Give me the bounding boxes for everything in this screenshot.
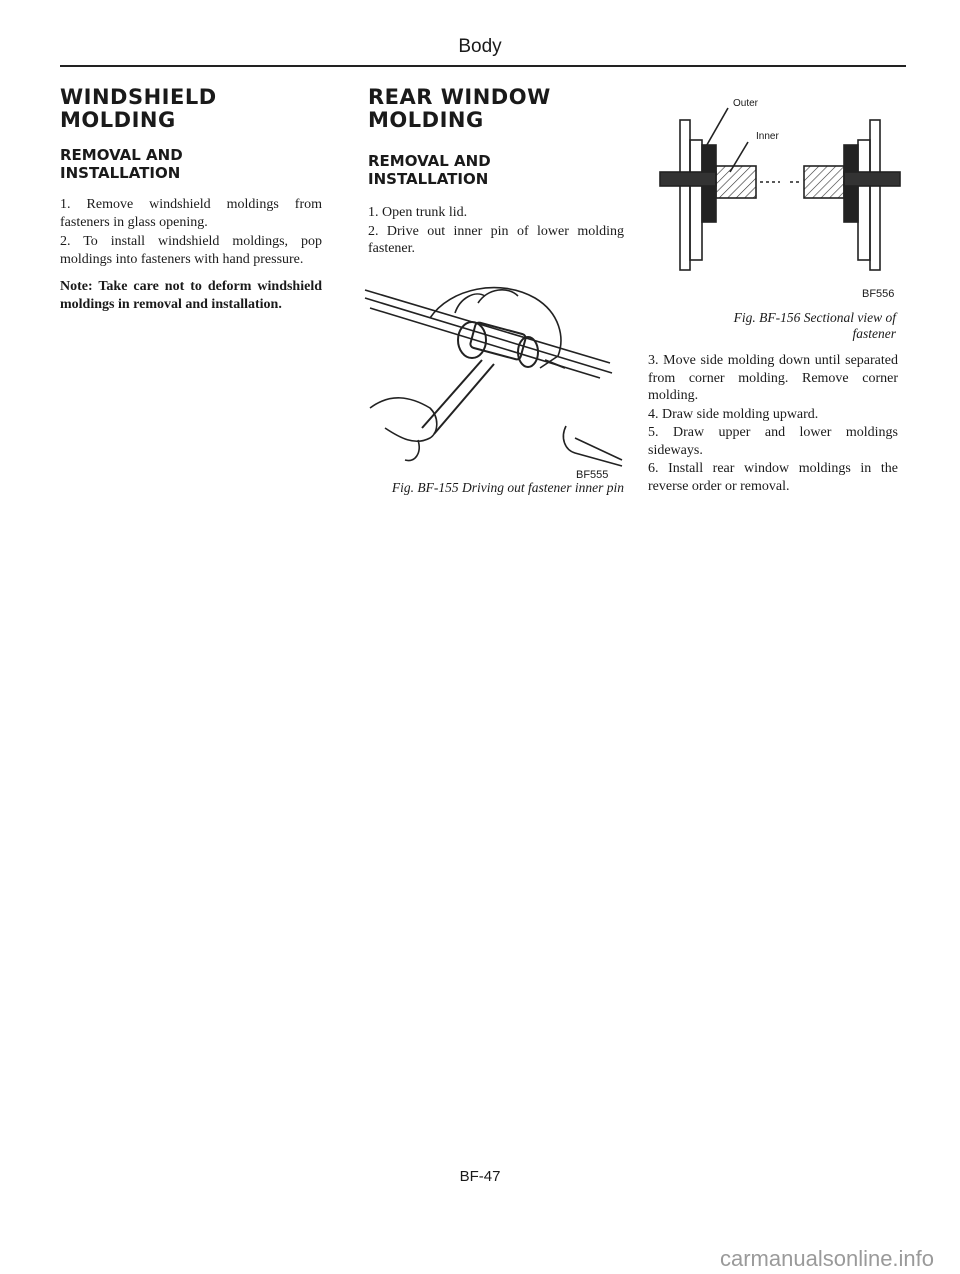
step-1: 1. Remove windshield moldings from fasteners in glass opening. — [60, 197, 322, 230]
note: Note: Take care not to deform windshield moldings in removal and installation. — [60, 279, 322, 312]
fastener-section-diagram — [640, 90, 910, 280]
step-2: 2. To install windshield moldings, pop moldings into fasteners with hand pressure. — [60, 234, 322, 267]
figure-caption-bf156: Fig. BF-156 Sectional view of fastener — [733, 310, 896, 341]
section-title-windshield: WINDSHIELD MOLDING — [60, 85, 217, 132]
step-4: 4. Draw side molding upward. — [648, 406, 819, 422]
left-column — [60, 86, 322, 313]
middle-column — [368, 86, 624, 258]
subsection-title: REMOVAL AND INSTALLATION — [60, 146, 183, 182]
right-column — [648, 352, 898, 495]
step-1: 1. Open trunk lid. — [368, 205, 468, 220]
header-rule — [60, 65, 906, 67]
step-3: 3. Move side molding down until separated from corner molding. Remove corner molding. — [648, 353, 898, 403]
subsection-title: REMOVAL AND INSTALLATION — [368, 152, 491, 188]
page-number: BF-47 — [459, 1168, 501, 1185]
figure-code-bf555: BF555 — [576, 469, 609, 481]
label-outer: Outer — [733, 98, 759, 109]
step-5: 5. Draw upper and lower moldings sideways. — [648, 425, 898, 458]
running-header: Body — [458, 36, 502, 57]
step-2: 2. Drive out inner pin of lower molding fastener. — [368, 223, 624, 256]
section-title-rear-window: REAR WINDOW MOLDING — [368, 85, 551, 132]
label-inner: Inner — [756, 131, 779, 142]
fastener-driving-illustration — [360, 278, 630, 478]
figure-code-bf556: BF556 — [862, 288, 895, 300]
watermark: carmanualsonline.info — [720, 1246, 935, 1271]
step-6: 6. Install rear window moldings in the reverse order or removal. — [648, 461, 898, 494]
figure-caption-bf155: Fig. BF-155 Driving out fastener inner pin — [391, 480, 624, 495]
